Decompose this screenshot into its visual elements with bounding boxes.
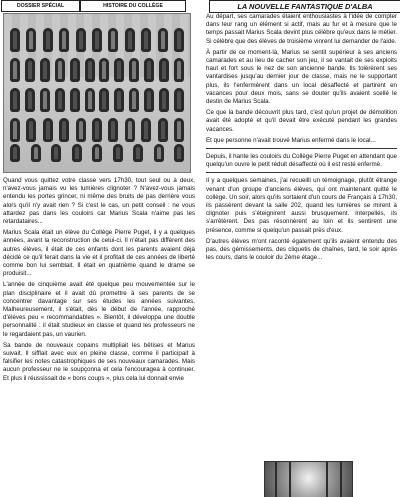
right-paragraph-5: Depuis, il hante les couloirs du Collège Pierre Puget en attendant que quelqu'un ouvre le petit réduit désaffecté où il est resté enfermé. bbox=[206, 153, 397, 169]
left-paragraph-1: Quand vous quittez votre classe vers 17h30, tout seul ou à deux, n'avez-vous jamais vu les lumières clignoter ? N'avez-vous jamais entendu les portes grincer, ni même des bruits de pas derrière vous alors qu'il n'y avait rien ? Si c'est le cas, un petit conseil : ne vous attardez pas dans les couloirs car Marius Scala n'aime pas les retardataires... bbox=[3, 177, 195, 226]
class-photo bbox=[3, 13, 191, 173]
right-paragraph-1: Au départ, ses camarades étaient enthousiastes à l'idée de compter dans leur rang un élément si actif, mais au fur et à mesure que le temps passait Marius Scala devint plus célèbre qu'eux dans le métier. Si célèbre que des élèves de troisième vinrent lui demander de l'aide. bbox=[206, 13, 397, 45]
divider bbox=[206, 148, 397, 149]
left-paragraph-4: Sa bande de nouveaux copains multipliait les bêtises et Marius suivait. Il sifflait avec eux en pleine classe, comme il participait à falsifier les notes catastrophiques de ses nouveaux camarades. Mais aucun professeur ne le soupçonna et cela l'encouragea à continuer. Et plus il réussissait de « bons coups », plus cela lui donnait envie bbox=[3, 341, 195, 382]
page-header bbox=[0, 0, 400, 12]
section-tab-histoire: HISTOIRE DU COLLÈGE bbox=[80, 0, 186, 12]
right-paragraph-2: À partir de ce moment-là, Marius se sentit supérieur à ses anciens camarades et au lieu de cacher son jeu, il se vantait de ses exploits haut et fort sous le nez de son ancienne bande. Ils tolérèrent ses vantardises jusqu'au dernier jour de classe, mais ne le supportant plus, ils l'enfermèrent dans un local désaffecté et partirent en vacances pour deux mois, sans se douter qu'ils avaient scellé le destin de Marius Scala. bbox=[206, 48, 397, 106]
right-paragraph-6: Il y a quelques semaines, j'ai recueilli un témoignage, plutôt étrange venant d'un groupe d'anciens élèves, qui ont maintenant quitté le collège. Un soir, alors qu'ils sortaient d'un cours de Français à 17h30, ils passèrent devant la salle 202, quand les lumières se mirent à clignoter puis s'éteignirent aussi brusquement. Interpellés, ils s'arrêtèrent. Des pas résonnèrent au loin et ils sentirent une présence, comme si quelqu'un passait près d'eux. bbox=[206, 177, 397, 234]
left-paragraph-3: L'année de cinquième avait été quelque peu mouvementée sur le plan disciplinaire et il avait dû promettre à ses parents de se concentrer davantage sur ses études les années suivantes. Malheureusement, il s'était, dès le début de l'année, rapproché d'élèves peu « recommandables ». Bientôt, il développa une double personnalité : il était studieux en classe et quand les professeurs ne le regardaient pas, un vaurien. bbox=[3, 281, 195, 338]
divider bbox=[206, 172, 397, 173]
right-column bbox=[206, 13, 397, 497]
left-column bbox=[3, 13, 195, 497]
right-paragraph-7: D'autres élèves m'ont raconté également qu'ils avaient entendu des pas, des gémissements, des cliquetis de chaînes, tard, le soir après les cours, dans le couloir du 2ème étage... bbox=[206, 237, 397, 262]
right-paragraph-3: Ce que la bande découvrit plus tard, c'est qu'un projet de démolition avait été adopté et qu'il devait être exécuté pendant les grandes vacances. bbox=[206, 109, 397, 133]
right-paragraph-4: Et que personne n'avait trouvé Marius enfermé dans le local... bbox=[206, 136, 376, 144]
article-title: LA NOUVELLE FANTASTIQUE D'ALBA bbox=[209, 0, 400, 13]
corridor-photo bbox=[264, 461, 353, 497]
section-tab-dossier: DOSSIER SPÉCIAL bbox=[1, 0, 80, 12]
left-paragraph-2: Marius Scala était un élève du Collège Pierre Puget, il y a quelques années, avant la reconstruction de celui-ci. Il n'était pas différent des autres élèves, il était de ces enfants dont les parents avaient déjà décidé ce qu'il ferait dans la vie et il profitait de ces années de liberté comme bon lui semblait. Il était en quatrième quand le drame se produisit... bbox=[3, 229, 195, 278]
